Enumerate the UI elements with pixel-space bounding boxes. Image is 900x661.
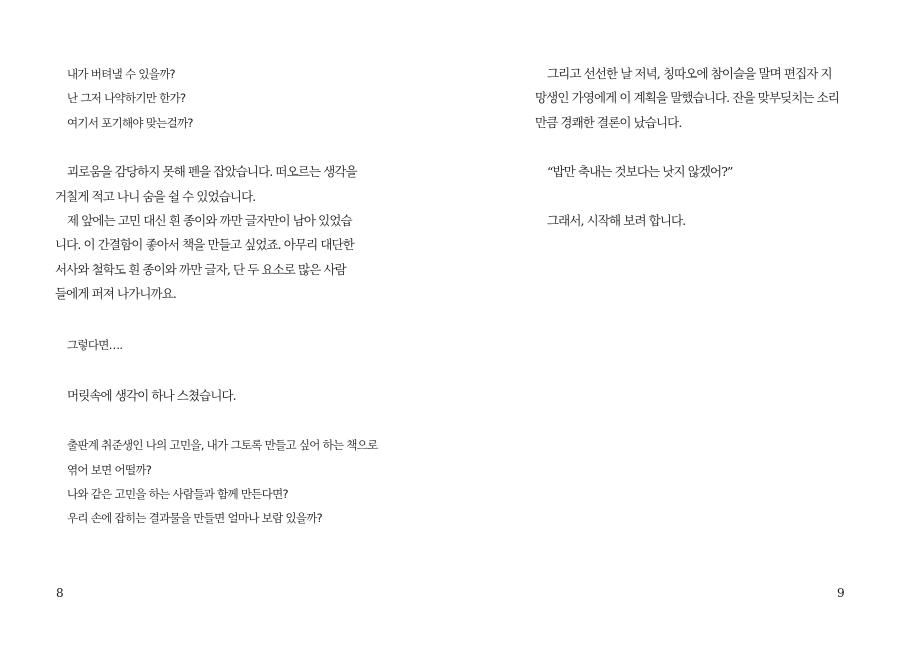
right-page (450, 0, 900, 661)
question-line: 내가 버텨낼 수 있을까? (67, 67, 175, 81)
thought-line: 우리 손에 잡히는 결과물을 만들면 얼마나 보람 있을까? (67, 511, 323, 525)
body-line: 서사와 철학도 흰 종이와 까만 글자, 단 두 요소로 많은 사람 (55, 262, 346, 277)
body-line: 망생인 가영에게 이 계획을 말했습니다. 잔을 맞부딪치는 소리 (535, 90, 839, 105)
body-line: 그래서, 시작해 보려 합니다. (547, 213, 686, 228)
body-line: 괴로움을 감당하지 못해 펜을 잡았습니다. 떠오르는 생각을 (67, 164, 357, 179)
body-line: 머릿속에 생각이 하나 스쳤습니다. (67, 388, 236, 403)
body-line: 그리고 선선한 날 저녁, 칭따오에 참이슬을 말며 편집자 지 (547, 66, 832, 81)
page-number: 9 (837, 586, 845, 600)
question-line: 여기서 포기해야 맞는걸까? (67, 116, 193, 130)
body-line: 제 앞에는 고민 대신 흰 종이와 까만 글자만이 남아 있었습 (67, 213, 352, 228)
question-line: 난 그저 나약하기만 한가? (67, 91, 186, 105)
body-line: 그렇다면…. (67, 338, 123, 352)
page-number: 8 (56, 586, 64, 600)
body-line: 거칠게 적고 나니 숨을 쉴 수 있었습니다. (55, 189, 256, 204)
body-line: 니다. 이 간결함이 좋아서 책을 만들고 싶었죠. 아무리 대단한 (55, 237, 354, 252)
thought-line: 엮어 보면 어떨까? (67, 463, 152, 477)
thought-line: 출판계 취준생인 나의 고민을, 내가 그토록 만들고 싶어 하는 책으로 (67, 438, 378, 452)
thought-line: 나와 같은 고민을 하는 사람들과 함께 만든다면? (67, 487, 288, 501)
quote-line: “밥만 축내는 것보다는 낫지 않겠어?” (547, 164, 733, 179)
body-line: 만큼 경쾌한 결론이 났습니다. (535, 115, 682, 130)
body-line: 들에게 퍼져 나가니까요. (55, 286, 176, 301)
